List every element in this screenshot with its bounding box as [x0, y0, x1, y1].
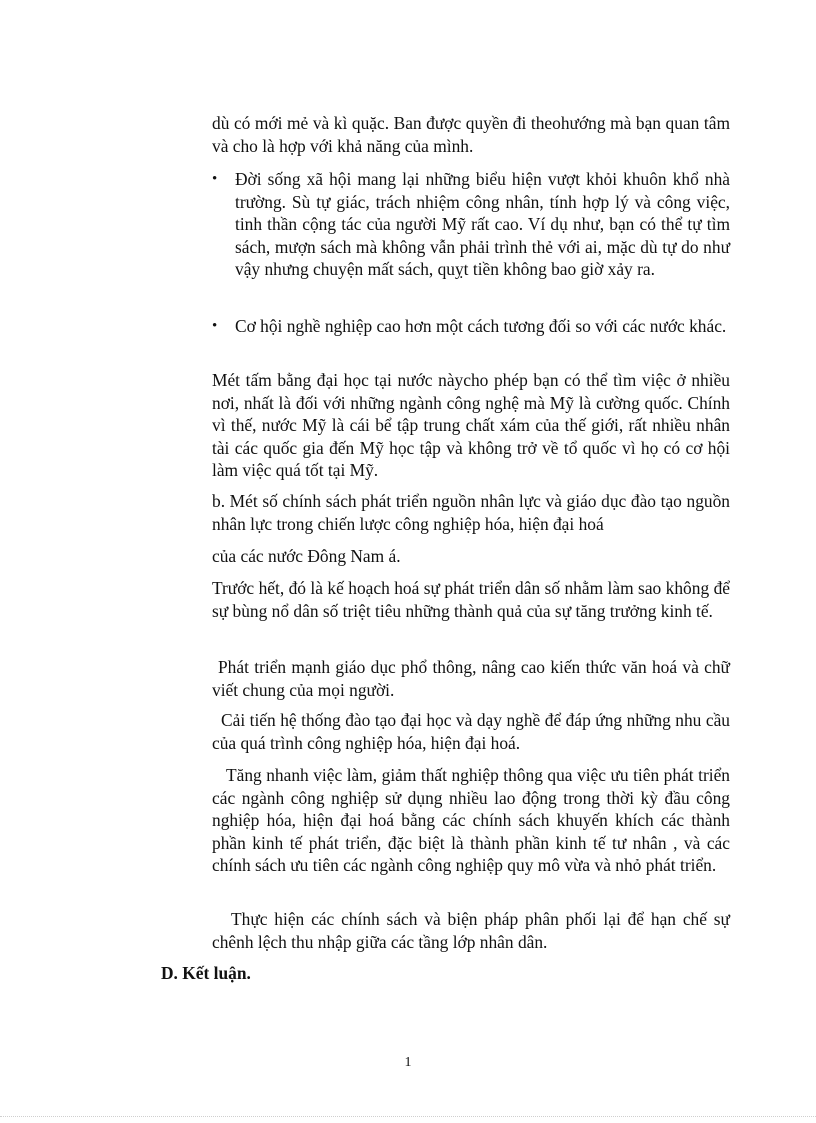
- paragraph-section-b: b. Mét số chính sách phát triển nguồn nhân lực và giáo dục đào tạo nguồn nhân lực trong chiến lược công nghiệp hóa, hiện đại hoá: [212, 491, 730, 534]
- bullet-text: Đời sống xã hội mang lại những biểu hiện vượt khỏi khuôn khổ nhà trường. Sù tự giác, trách nhiệm công nhân, tính hợp lý và công việc, tinh thần cộng tác của người Mỹ rất cao. Ví dụ như, bạn có thể tự tìm sách, mượn sách mà không vẫn phải trình thẻ với ai, mặc dù tự do như vậy nhưng chuyện mất sách, quỵt tiền không bao giờ xảy ra.: [235, 169, 730, 280]
- paragraph-degree: Mét tấm bằng đại học tại nước nàycho phép bạn có thể tìm việc ở nhiều nơi, nhất là đối với những ngành công nghệ mà Mỹ là cường quốc. Chính vì thế, nước Mỹ là cái bể tập trung chất xám của thế giới, rất nhiều nhân tài các quốc gia đến Mỹ học tập và không trở về tổ quốc vì họ có cơ hội làm việc quá tốt tại Mỹ.: [212, 370, 730, 481]
- bullet-icon: •: [212, 171, 218, 187]
- bullet-icon: •: [212, 318, 218, 334]
- bullet-item-social-life: [212, 168, 730, 281]
- paragraph-income-distribution: Thực hiện các chính sách và biện pháp phân phối lại để hạn chế sự chênh lệch thu nhập giữa các tầng lớp nhân dân.: [212, 909, 730, 952]
- bullet-text: Cơ hội nghề nghiệp cao hơn một cách tương đối so với các nước khác.: [235, 316, 727, 336]
- paragraph-higher-education: Cải tiến hệ thống đào tạo đại học và dạy nghề để đáp ứng những nhu cầu của quá trình công nghiệp hóa, hiện đại hoá.: [212, 710, 730, 753]
- paragraph-general-education: Phát triển mạnh giáo dục phổ thông, nâng cao kiến thức văn hoá và chữ viết chung của mọi người.: [212, 657, 730, 700]
- paragraph-section-b-continued: của các nước Đông Nam á.: [212, 546, 401, 566]
- section-heading-conclusion: D. Kết luận.: [161, 963, 251, 983]
- page-number: 1: [404, 1055, 412, 1070]
- paragraph-population-planning: Trước hết, đó là kế hoạch hoá sự phát triển dân số nhằm làm sao không để sự bùng nổ dân số triệt tiêu những thành quả của sự tăng trưởng kinh tế.: [212, 578, 730, 621]
- page-bottom-divider: [0, 1116, 816, 1117]
- bullet-item-career-opportunity: [212, 315, 730, 338]
- paragraph-employment: Tăng nhanh việc làm, giảm thất nghiệp thông qua việc ưu tiên phát triển các ngành công nghiệp sử dụng nhiều lao động trong thời kỳ đầu công nghiệp hóa, hiện đại hoá bằng các chính sách khuyến khích các thành phần kinh tế phát triển, đặc biệt là thành phần kinh tế tư nhân , và các chính sách ưu tiên các ngành công nghiệp quy mô vừa và nhỏ phát triển.: [212, 765, 730, 876]
- paragraph-intro: dù có mới mẻ và kì quặc. Ban được quyền đi theohướng mà bạn quan tâm và cho là hợp với khả năng của mình.: [212, 113, 730, 156]
